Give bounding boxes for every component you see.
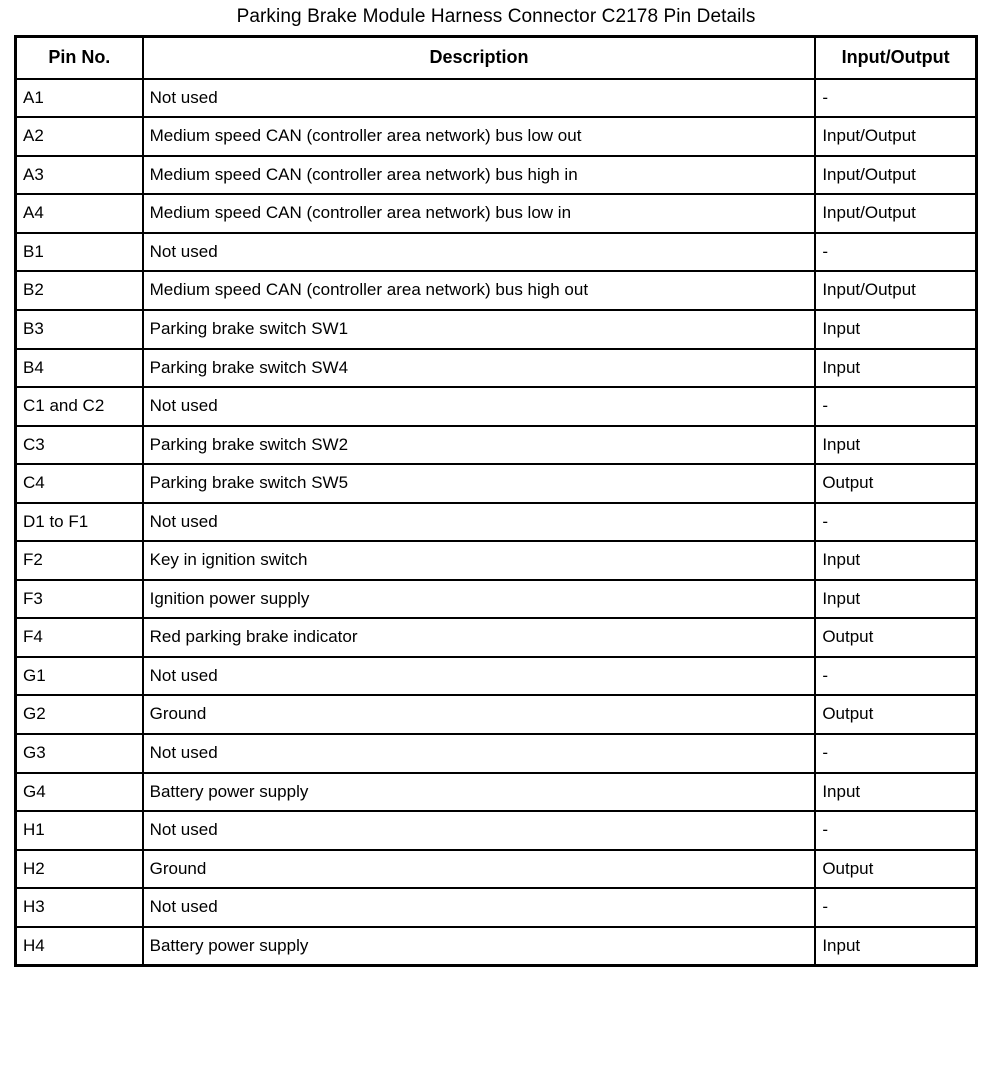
cell-pin: H2 <box>16 850 143 889</box>
cell-io: - <box>815 811 976 850</box>
cell-pin: A2 <box>16 117 143 156</box>
cell-io: - <box>815 657 976 696</box>
cell-pin: F2 <box>16 541 143 580</box>
cell-pin: H1 <box>16 811 143 850</box>
cell-pin: C4 <box>16 464 143 503</box>
page-title: Parking Brake Module Harness Connector C2178 Pin Details <box>236 6 756 27</box>
cell-description: Red parking brake indicator <box>143 618 816 657</box>
cell-pin: B3 <box>16 310 143 349</box>
cell-description: Not used <box>143 79 816 118</box>
table-row <box>16 79 977 118</box>
cell-pin: B1 <box>16 233 143 272</box>
cell-description: Parking brake switch SW5 <box>143 464 816 503</box>
cell-pin: C1 and C2 <box>16 387 143 426</box>
cell-io: Input <box>815 426 976 465</box>
cell-description: Medium speed CAN (controller area network) bus low out <box>143 117 816 156</box>
cell-io: Input/Output <box>815 194 976 233</box>
cell-io: Output <box>815 850 976 889</box>
cell-pin: G3 <box>16 734 143 773</box>
cell-pin: A1 <box>16 79 143 118</box>
cell-io: Output <box>815 618 976 657</box>
table-row <box>16 233 977 272</box>
cell-pin: G1 <box>16 657 143 696</box>
table-row <box>16 657 977 696</box>
table-row <box>16 618 977 657</box>
cell-description: Ground <box>143 850 816 889</box>
cell-description: Parking brake switch SW1 <box>143 310 816 349</box>
cell-io: Input <box>815 349 976 388</box>
cell-pin: A4 <box>16 194 143 233</box>
cell-description: Not used <box>143 387 816 426</box>
cell-io: Input <box>815 580 976 619</box>
pin-details-table <box>14 35 978 967</box>
table-row <box>16 503 977 542</box>
cell-description: Ignition power supply <box>143 580 816 619</box>
column-header-io: Input/Output <box>815 37 976 79</box>
column-header-pin: Pin No. <box>16 37 143 79</box>
cell-io: - <box>815 734 976 773</box>
table-row <box>16 888 977 927</box>
table-row <box>16 580 977 619</box>
table-body <box>16 79 977 966</box>
table-row <box>16 310 977 349</box>
cell-io: Input <box>815 773 976 812</box>
cell-pin: G4 <box>16 773 143 812</box>
cell-description: Not used <box>143 233 816 272</box>
table-row <box>16 541 977 580</box>
table-row <box>16 734 977 773</box>
cell-pin: C3 <box>16 426 143 465</box>
cell-pin: F4 <box>16 618 143 657</box>
cell-io: Input/Output <box>815 156 976 195</box>
table-container <box>0 35 992 967</box>
cell-pin: D1 to F1 <box>16 503 143 542</box>
cell-io: - <box>815 387 976 426</box>
table-row <box>16 117 977 156</box>
cell-description: Not used <box>143 811 816 850</box>
cell-description: Medium speed CAN (controller area network) bus high out <box>143 271 816 310</box>
cell-description: Battery power supply <box>143 773 816 812</box>
cell-io: - <box>815 888 976 927</box>
cell-io: - <box>815 79 976 118</box>
table-row <box>16 271 977 310</box>
cell-description: Not used <box>143 734 816 773</box>
cell-io: Input/Output <box>815 117 976 156</box>
cell-description: Not used <box>143 888 816 927</box>
table-row <box>16 850 977 889</box>
cell-io: Input/Output <box>815 271 976 310</box>
cell-pin: H3 <box>16 888 143 927</box>
cell-pin: G2 <box>16 695 143 734</box>
cell-io: - <box>815 233 976 272</box>
cell-description: Ground <box>143 695 816 734</box>
table-row <box>16 927 977 966</box>
cell-description: Not used <box>143 657 816 696</box>
cell-pin: B2 <box>16 271 143 310</box>
cell-pin: A3 <box>16 156 143 195</box>
cell-io: Input <box>815 927 976 966</box>
cell-io: - <box>815 503 976 542</box>
cell-io: Input <box>815 541 976 580</box>
column-header-description: Description <box>143 37 816 79</box>
cell-description: Medium speed CAN (controller area network) bus low in <box>143 194 816 233</box>
table-row <box>16 773 977 812</box>
cell-description: Battery power supply <box>143 927 816 966</box>
table-row <box>16 387 977 426</box>
cell-io: Output <box>815 464 976 503</box>
cell-pin: F3 <box>16 580 143 619</box>
cell-description: Parking brake switch SW4 <box>143 349 816 388</box>
cell-io: Output <box>815 695 976 734</box>
table-row <box>16 811 977 850</box>
table-row <box>16 695 977 734</box>
cell-description: Parking brake switch SW2 <box>143 426 816 465</box>
cell-description: Medium speed CAN (controller area network) bus high in <box>143 156 816 195</box>
cell-pin: B4 <box>16 349 143 388</box>
table-header <box>16 37 977 79</box>
cell-io: Input <box>815 310 976 349</box>
table-row <box>16 349 977 388</box>
table-row <box>16 194 977 233</box>
cell-description: Not used <box>143 503 816 542</box>
table-row <box>16 426 977 465</box>
cell-description: Key in ignition switch <box>143 541 816 580</box>
table-header-row <box>16 37 977 79</box>
table-row <box>16 156 977 195</box>
table-row <box>16 464 977 503</box>
cell-pin: H4 <box>16 927 143 966</box>
